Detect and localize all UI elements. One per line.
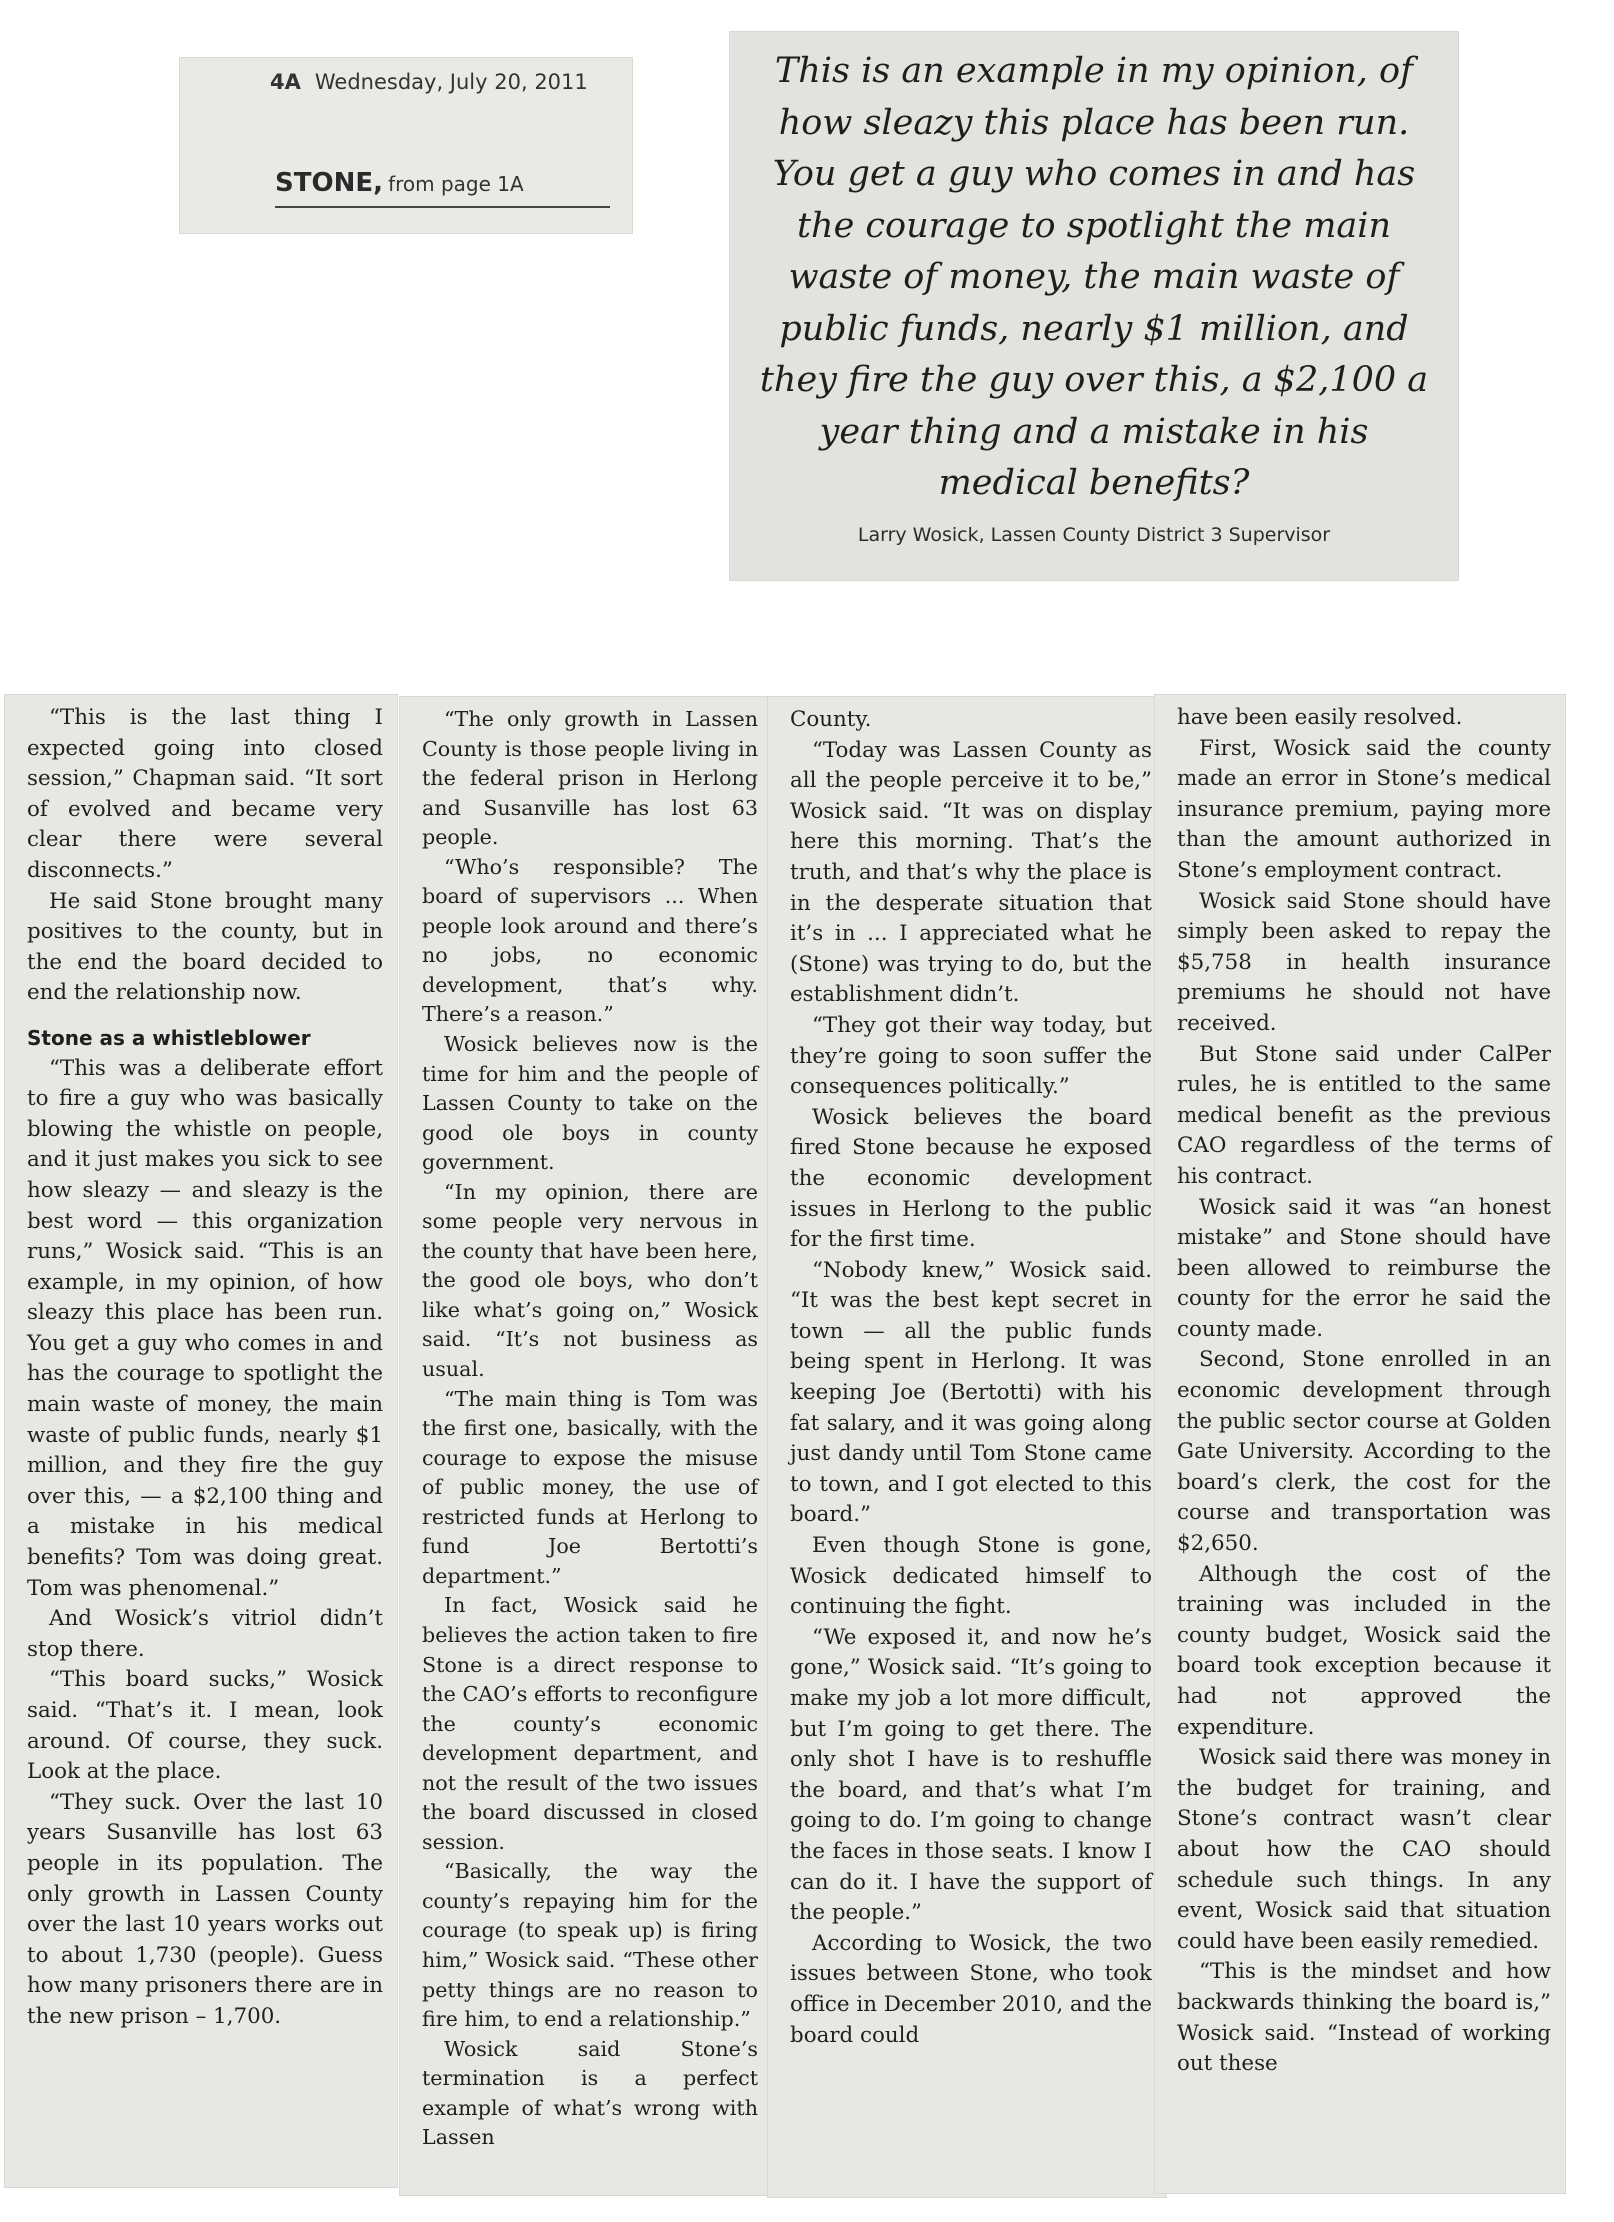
paragraph: Although the cost of the training was included in the county budget, Wosick said the board took exception because it had not approved the expenditure. [1177, 1561, 1551, 1740]
paragraph: In fact, Wosick said he believes the action taken to fire Stone is a direct response to the CAO’s efforts to reconfigure the county’s economic development department, and not the result of the two issues the board discussed in closed session. [422, 1593, 758, 1854]
paragraph: Wosick believes now is the time for him and the people of Lassen County to take on the good ole boys in county government. [422, 1032, 758, 1175]
paragraph: have been easily resolved. [1177, 705, 1463, 730]
paragraph: Even though Stone is gone, Wosick dedicated himself to continuing the fight. [790, 1533, 1152, 1620]
paragraph: Wosick said there was money in the budget for training, and Stone’s contract wasn’t clear about how the CAO should schedule such things. In any event, Wosick said that situation could have been easily remedied. [1177, 1745, 1551, 1954]
paragraph: But Stone said under CalPer rules, he is entitled to the same medical benefit as the previous CAO regardless of the terms of his contract. [1177, 1041, 1551, 1189]
paragraph: “This is the last thing I expected going into closed session,” Chapman said. “It sort of evolved and became very clear there were several disconnects.” [27, 705, 383, 883]
paragraph: Second, Stone enrolled in an economic development through the public sector course at Golden Gate University. According to the board’s clerk, the cost for the course and transportation was $2,650. [1177, 1347, 1551, 1557]
paragraph: And Wosick’s vitriol didn’t stop there. [27, 1606, 383, 1662]
pull-quote-text: This is an example in my opinion, of how sleazy this place has been run. You get a guy who comes in and has the courage to spotlight the main waste of money, the main waste of public funds, nearly $1 million, and they fire the guy over this, a $2,100 a year thing and a mistake in his medical benefits? [759, 51, 1429, 503]
paragraph: “Who’s responsible? The board of supervisors ... When people look around and there’s no jobs, no economic development, that’s why. There’s a reason.” [422, 854, 758, 1027]
pull-quote-attribution: Larry Wosick, Lassen County District 3 Supervisor [857, 524, 1331, 546]
article-column-2 [400, 697, 772, 2195]
paragraph: “In my opinion, there are some people very nervous in the county that have been here, the good ole boys, who don’t like what’s going on,” Wosick said. “It’s not business as usual. [422, 1179, 758, 1382]
paragraph: Wosick believes the board fired Stone because he exposed the economic development issues in Herlong to the public for the first time. [790, 1104, 1152, 1253]
paragraph: “We exposed it, and now he’s gone,” Wosick said. “It’s going to make my job a lot more difficult, but I’m going to get there. The only shot I have is to reshuffle the board, and that’s what I’m going to do. I’m going to change the faces in those seats. I know I can do it. I have the support of the people.” [790, 1624, 1152, 1926]
paragraph: “They got their way today, but they’re going to soon suffer the consequences politically.” [790, 1012, 1152, 1100]
paragraph: Wosick said Stone’s termination is a perfect example of what’s wrong with Lassen [422, 2036, 758, 2150]
page-number: 4A [270, 70, 301, 94]
paragraph: Wosick said it was “an honest mistake” and Stone should have been allowed to reimburse the county for the error he said the county made. [1177, 1194, 1551, 1342]
issue-date: Wednesday, July 20, 2011 [314, 70, 588, 94]
paragraph: “This is the mindset and how backwards thinking the board is,” Wosick said. “Instead of working out these [1177, 1959, 1551, 2077]
paragraph: County. [790, 707, 872, 732]
paragraph: Wosick said Stone should have simply been asked to repay the $5,758 in health insurance premiums he should not have received. [1177, 888, 1551, 1036]
paragraph: “This was a deliberate effort to fire a guy who was basically blowing the whistle on people, and it just makes you sick to see how sleazy — and sleazy is the best word — this organization runs,” Wosick said. “This is an example, in my opinion, of how sleazy this place has been run. You get a guy who comes in and has the courage to spotlight the main waste of money, the main waste of public funds, nearly $1 million, and they fire the guy over this, — a $2,100 thing and a mistake in his medical benefits? Tom was doing great. Tom was phenomenal.” [27, 1055, 383, 1601]
subhead: Stone as a whistleblower [27, 1025, 311, 1050]
pull-quote-clipping [730, 32, 1458, 580]
jump-from: from page 1A [388, 172, 524, 196]
paragraph: “Today was Lassen County as all the people perceive it to be,” Wosick said. “It was on display here this morning. That’s the truth, and that’s why the place is in the desperate situation that it’s in ... I appreciated what he (Stone) was trying to do, but the establishment didn’t. [790, 737, 1152, 1008]
paragraph: “The only growth in Lassen County is those people living in the federal prison in Herlong and Susanville has lost 63 people. [422, 707, 758, 850]
paragraph: “They suck. Over the last 10 years Susanville has lost 63 people in its population. The only growth in Lassen County over the last 10 years works out to about 1,730 (people). Guess how many prisoners there are in the new prison – 1,700. [27, 1789, 383, 2029]
article-column-1 [5, 695, 397, 2187]
article-column-3 [768, 697, 1166, 2197]
paragraph: He said Stone brought many positives to the county, but in the end the board decided to end the relationship now. [27, 888, 383, 1006]
jump-slug: STONE, [275, 168, 383, 198]
jump-line [275, 168, 610, 208]
paragraph: According to Wosick, the two issues between Stone, who took office in December 2010, and the board could [790, 1930, 1152, 2048]
paragraph: “The main thing is Tom was the first one, basically, with the courage to expose the misuse of public money, the use of restricted funds at Herlong to fund Joe Bertotti’s department.” [422, 1386, 758, 1588]
page-header-clipping [180, 58, 632, 233]
dateline [270, 70, 588, 94]
paragraph: “Basically, the way the county’s repaying him for the courage (to speak up) is firing him,” Wosick said. “These other petty things are no reason to fire him, to end a relationship.” [422, 1859, 758, 2032]
paragraph: First, Wosick said the county made an error in Stone’s medical insurance premium, paying more than the amount authorized in Stone’s employment contract. [1177, 735, 1551, 883]
article-column-4 [1155, 695, 1565, 2193]
paragraph: “This board sucks,” Wosick said. “That’s it. I mean, look around. Of course, they suck. Look at the place. [27, 1667, 383, 1785]
paragraph: “Nobody knew,” Wosick said. “It was the best kept secret in town — all the public funds being spent in Herlong. It was keeping Joe (Bertotti) with his fat salary, and it was going along just dandy until Tom Stone came to town, and I got elected to this board.” [790, 1257, 1152, 1528]
